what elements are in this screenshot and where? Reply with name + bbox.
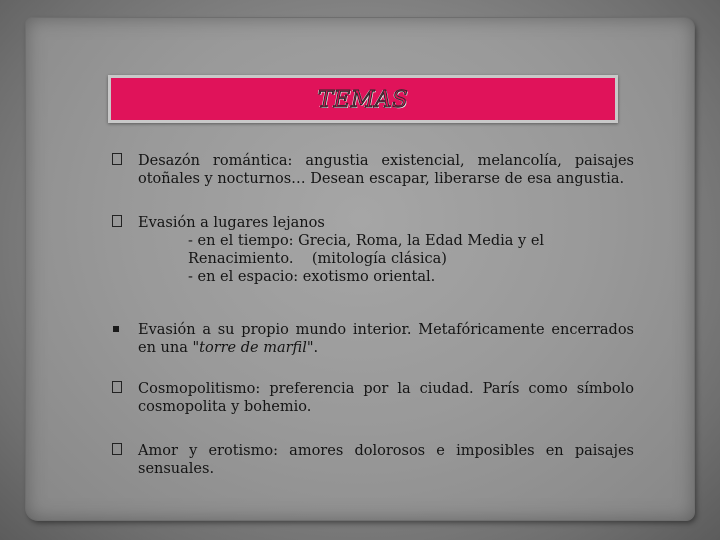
bullet-item-cosmopolitismo xyxy=(112,380,634,416)
item-subline-tiempo: - en el tiempo: Grecia, Roma, la Edad Media y el Renacimiento. (mitología clásica) xyxy=(188,233,549,267)
bullet-item-evasion-lugares xyxy=(112,214,634,286)
bullet-item-desazon xyxy=(112,152,634,188)
item-text-italic: torre de marfil xyxy=(199,340,307,356)
item-text xyxy=(138,321,634,357)
bullet-item-evasion-mundo xyxy=(112,321,634,357)
item-text: Amor y erotismo: amores dolorosos e imposibles en paisajes sensuales. xyxy=(138,443,634,477)
item-subline-espacio: - en el espacio: exotismo oriental. xyxy=(188,269,436,285)
item-body xyxy=(138,214,634,286)
checkbox-bullet-icon xyxy=(112,381,122,393)
item-text: Cosmopolitismo: preferencia por la ciudad. París como símbolo cosmopolita y bohemio. xyxy=(138,381,634,415)
checkbox-bullet-icon xyxy=(112,215,122,227)
item-text-end: ". xyxy=(306,340,319,356)
title-band xyxy=(108,75,618,123)
checkbox-bullet-icon xyxy=(112,443,122,455)
checkbox-bullet-icon xyxy=(112,153,122,165)
square-bullet-icon xyxy=(113,326,119,332)
item-text-start: Evasión a su propio mundo interior. Metafóricamente encerrados en una " xyxy=(138,322,634,356)
slide-title: TEMAS xyxy=(317,87,409,113)
item-heading: Evasión a lugares lejanos xyxy=(138,215,325,231)
bullet-item-amor xyxy=(112,442,634,478)
item-text: Desazón romántica: angustia existencial, melancolía, paisajes otoñales y nocturnos… Desean escapar, liberarse de esa angustia. xyxy=(138,153,634,187)
